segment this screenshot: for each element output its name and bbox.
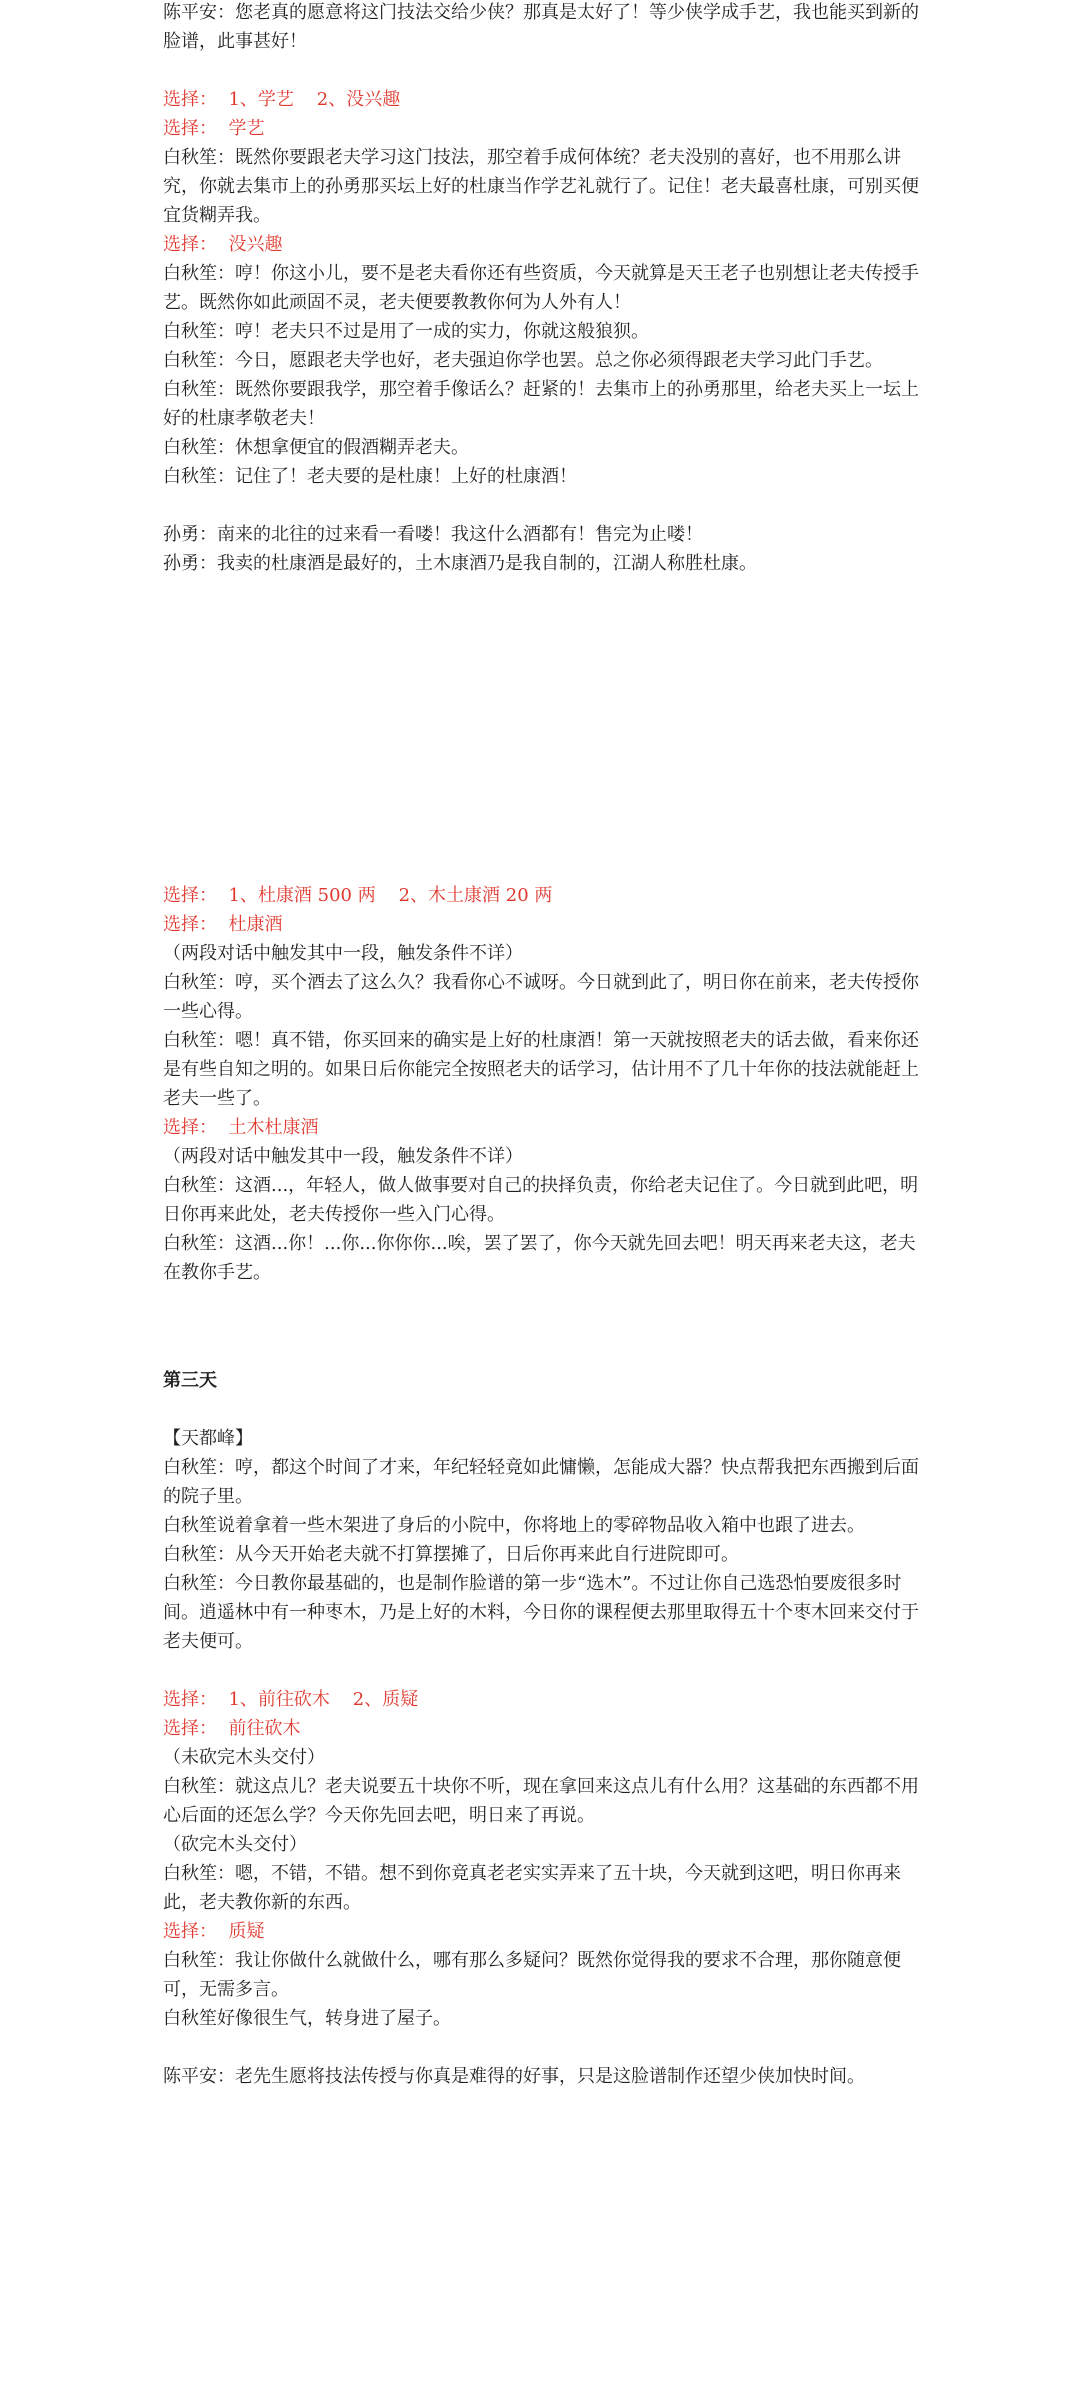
paragraph-gap: [163, 56, 923, 85]
dialogue-line: 【天都峰】: [163, 1428, 253, 1449]
dialogue-line: 白秋笙：既然你要跟老夫学习这门技法，那空着手成何体统？老夫没别的喜好，也不用那么讲究，你就去集市上的孙勇那买坛上好的杜康当作学艺礼就行了。记住！老夫最喜杜康，可别买便宜货糊弄我。: [163, 147, 919, 226]
dialogue-line: 白秋笙：今日，愿跟老夫学也好，老夫强迫你学也罢。总之你必须得跟老夫学习此门手艺。: [163, 350, 883, 371]
dialogue-line: 白秋笙：既然你要跟我学，那空着手像话么？赶紧的！去集市上的孙勇那里，给老夫买上一坛上好的杜康孝敬老夫！: [163, 379, 919, 429]
choice-line: 选择： 土木杜康酒: [163, 1117, 319, 1138]
dialogue-line: 白秋笙：哼！老夫只不过是用了一成的实力，你就这般狼狈。: [163, 321, 649, 342]
choice-line: 选择： 前往砍木: [163, 1718, 301, 1739]
dialogue-line: 白秋笙：从今天开始老夫就不打算摆摊了，日后你再来此自行进院即可。: [163, 1544, 739, 1565]
dialogue-line: 白秋笙：休想拿便宜的假酒糊弄老夫。: [163, 437, 469, 458]
dialogue-line: 白秋笙：就这点儿？老夫说要五十块你不听，现在拿回来这点儿有什么用？这基础的东西都不用心后面的还怎么学？今天你先回去吧，明日来了再说。: [163, 1776, 919, 1826]
paragraph-gap: [163, 1656, 923, 1685]
section-day-three: [163, 1366, 923, 2091]
dialogue-line: 孙勇：我卖的杜康酒是最好的，土木康酒乃是我自制的，江湖人称胜杜康。: [163, 553, 757, 574]
dialogue-line: 白秋笙：哼！你这小儿，要不是老夫看你还有些资质，今天就算是天王老子也别想让老夫传授手艺。既然你如此顽固不灵，老夫便要教教你何为人外有人！: [163, 263, 919, 313]
dialogue-line: 陈平安：您老真的愿意将这门技法交给少侠？那真是太好了！等少侠学成手艺，我也能买到新的脸谱，此事甚好！: [163, 2, 919, 52]
section-heading: 第三天: [163, 1370, 217, 1391]
dialogue-line: 白秋笙：哼，买个酒去了这么久？我看你心不诚呀。今日就到此了，明日你在前来，老夫传授你一些心得。: [163, 972, 919, 1022]
paragraph-gap: [163, 491, 923, 520]
dialogue-line: 白秋笙：这酒...，年轻人，做人做事要对自己的抉择负责，你给老夫记住了。今日就到此吧，明日你再来此处，老夫传授你一些入门心得。: [163, 1175, 919, 1225]
dialogue-line: 白秋笙说着拿着一些木架进了身后的小院中，你将地上的零碎物品收入箱中也跟了进去。: [163, 1515, 865, 1536]
section-dialogue-part-2: [163, 881, 923, 1287]
dialogue-line: （两段对话中触发其中一段，触发条件不详）: [163, 943, 523, 964]
dialogue-line: 孙勇：南来的北往的过来看一看喽！我这什么酒都有！售完为止喽！: [163, 524, 703, 545]
dialogue-line: （两段对话中触发其中一段，触发条件不详）: [163, 1146, 523, 1167]
section-dialogue-part-1: [163, 0, 923, 578]
dialogue-line: 白秋笙：嗯！真不错，你买回来的确实是上好的杜康酒！第一天就按照老夫的话去做，看来你还是有些自知之明的。如果日后你能完全按照老夫的话学习，估计用不了几十年你的技法就能赶上老夫一些了。: [163, 1030, 919, 1109]
dialogue-line: 白秋笙：哼，都这个时间了才来，年纪轻轻竟如此慵懒，怎能成大器？快点帮我把东西搬到后面的院子里。: [163, 1457, 919, 1507]
choice-line: 选择： 1、学艺 2、没兴趣: [163, 89, 401, 110]
choice-line: 选择： 1、杜康酒 500 两 2、木土康酒 20 两: [163, 885, 553, 906]
dialogue-line: 陈平安：老先生愿将技法传授与你真是难得的好事，只是这脸谱制作还望少侠加快时间。: [163, 2066, 865, 2087]
dialogue-line: 白秋笙：嗯，不错，不错。想不到你竟真老老实实弄来了五十块，今天就到这吧，明日你再来此，老夫教你新的东西。: [163, 1863, 901, 1913]
dialogue-line: 白秋笙：这酒...你！...你...你你你...唉，罢了罢了，你今天就先回去吧！明天再来老夫这，老夫在教你手艺。: [163, 1233, 916, 1283]
dialogue-line: 白秋笙：记住了！老夫要的是杜康！上好的杜康酒！: [163, 466, 577, 487]
choice-line: 选择： 学艺: [163, 118, 265, 139]
dialogue-line: 白秋笙好像很生气，转身进了屋子。: [163, 2008, 451, 2029]
choice-line: 选择： 质疑: [163, 1921, 265, 1942]
choice-line: 选择： 杜康酒: [163, 914, 283, 935]
dialogue-line: 白秋笙：我让你做什么就做什么，哪有那么多疑问？既然你觉得我的要求不合理，那你随意便可，无需多言。: [163, 1950, 901, 2000]
choice-line: 选择： 1、前往砍木 2、质疑: [163, 1689, 419, 1710]
paragraph-gap: [163, 2033, 923, 2062]
dialogue-line: （砍完木头交付）: [163, 1834, 307, 1855]
dialogue-line: 白秋笙：今日教你最基础的，也是制作脸谱的第一步“选木”。不过让你自己选恐怕要废很多时间。逍遥林中有一种枣木，乃是上好的木料，今日你的课程便去那里取得五十个枣木回来交付于老夫便可。: [163, 1573, 919, 1652]
choice-line: 选择： 没兴趣: [163, 234, 283, 255]
paragraph-gap: [163, 1395, 923, 1424]
dialogue-line: （未砍完木头交付）: [163, 1747, 325, 1768]
